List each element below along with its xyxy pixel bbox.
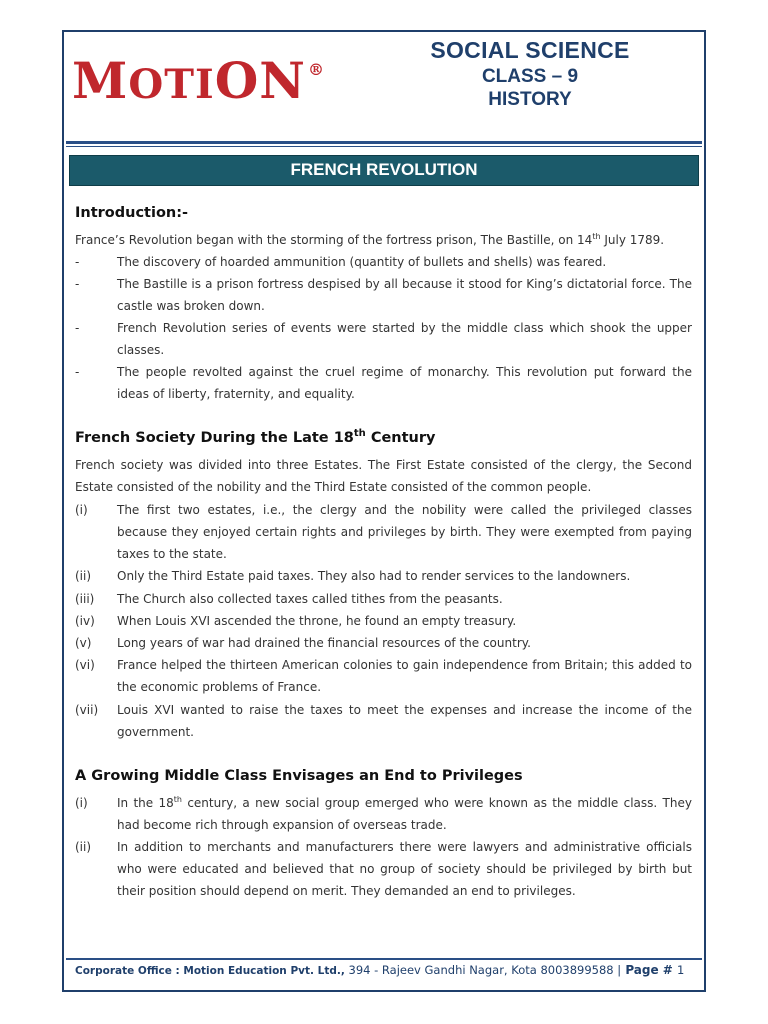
bullet-marker: -	[75, 255, 80, 269]
item-marker: (i)	[75, 503, 88, 517]
chapter-banner: FRENCH REVOLUTION	[69, 155, 699, 186]
middle-item: In addition to merchants and manufacturers there were lawyers and administrative officials who were educated and believed that no group of society should be privileged by birth but their position should depend on merit. They demanded an end to privileges.	[117, 840, 692, 898]
society-item: The Church also collected taxes called tithes from the peasants.	[117, 592, 503, 606]
society-item: Louis XVI wanted to raise the taxes to meet the expenses and increase the income of the government.	[117, 703, 692, 739]
society-heading: French Society During the Late 18th Century	[75, 428, 436, 446]
intro-lead: France’s Revolution began with the storming of the fortress prison, The Bastille, on 14th July 1789.	[75, 232, 665, 247]
bullet-marker: -	[75, 277, 80, 291]
motion-logo: MOTION ®	[72, 51, 325, 110]
item-marker: (ii)	[75, 840, 92, 854]
society-item: France helped the thirteen American colonies to gain independence from Britain; this added to the economic problems of France.	[117, 658, 692, 694]
intro-heading: Introduction:-	[75, 205, 189, 221]
bullet-marker: -	[75, 321, 80, 335]
subject-title: SOCIAL SCIENCE	[430, 37, 630, 63]
topic-title: HISTORY	[488, 89, 572, 110]
society-item: Long years of war had drained the financial resources of the country.	[117, 636, 531, 650]
society-item: When Louis XVI ascended the throne, he found an empty treasury.	[117, 614, 517, 628]
item-marker: (ii)	[75, 569, 92, 583]
header-rule-thick	[66, 141, 702, 144]
item-marker: (vi)	[75, 658, 95, 672]
footer: Corporate Office : Motion Education Pvt. Ltd., 394 - Rajeev Gandhi Nagar, Kota 8003899588 | Page # 1	[75, 963, 685, 977]
middle-class-heading: A Growing Middle Class Envisages an End to Privileges	[75, 768, 523, 784]
item-marker: (v)	[75, 636, 92, 650]
item-marker: (i)	[75, 796, 88, 810]
header-rule-thin	[66, 146, 702, 147]
middle-item: In the 18th century, a new social group emerged who were known as the middle class. They had become rich through expansion of overseas trade.	[117, 795, 692, 832]
page-number: 1	[677, 963, 685, 977]
intro-point: The people revolted against the cruel regime of monarchy. This revolution put forward the ideas of liberty, fraternity, and equality.	[117, 365, 692, 401]
intro-point: French Revolution series of events were started by the middle class which shook the upper classes.	[117, 321, 692, 357]
class-title: CLASS – 9	[481, 66, 579, 87]
society-lead: French society was divided into three Estates. The First Estate consisted of the clergy, the Second Estate consisted of the nobility and the Third Estate consisted of the common people.	[75, 458, 692, 494]
society-item: The first two estates, i.e., the clergy and the nobility were called the privileged classes because they enjoyed certain rights and privileges by birth. They were exempted from paying taxes to the state.	[117, 503, 692, 561]
intro-point: The discovery of hoarded ammunition (quantity of bullets and shells) was feared.	[117, 255, 607, 269]
society-item: Only the Third Estate paid taxes. They also had to render services to the landowners.	[117, 569, 631, 583]
footer-address: 394 - Rajeev Gandhi Nagar, Kota 8003899588	[344, 963, 618, 977]
item-marker: (iv)	[75, 614, 95, 628]
bullet-marker: -	[75, 365, 80, 379]
item-marker: (vii)	[75, 703, 99, 717]
footer-office: Corporate Office : Motion Education Pvt. Ltd.,	[75, 965, 345, 977]
intro-point: The Bastille is a prison fortress despised by all because it stood for King’s dictatorial force. The castle was broken down.	[117, 277, 692, 313]
footer-rule	[66, 958, 702, 960]
page-label: Page #	[621, 963, 678, 977]
item-marker: (iii)	[75, 592, 95, 606]
